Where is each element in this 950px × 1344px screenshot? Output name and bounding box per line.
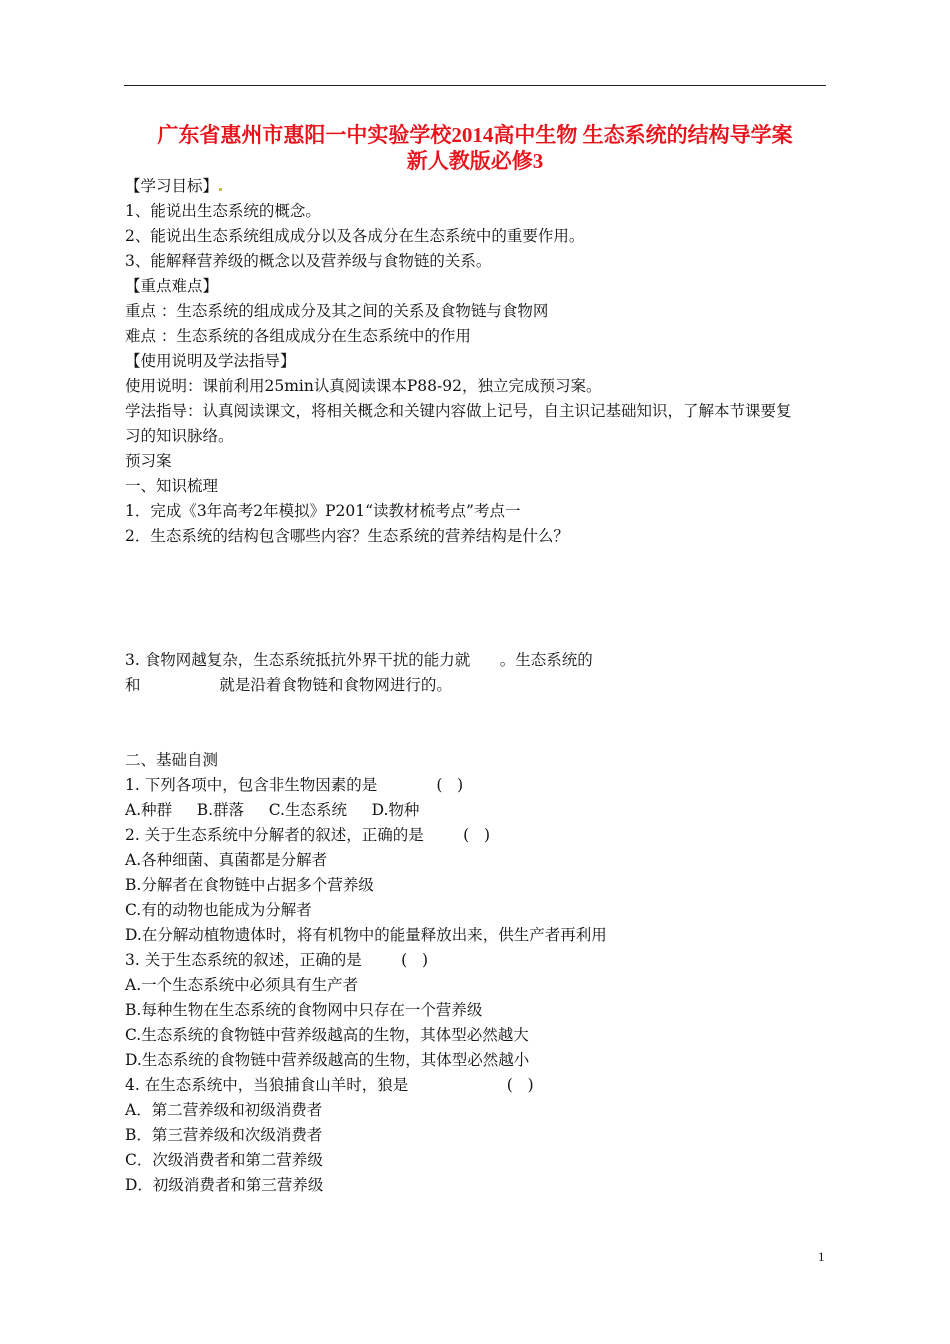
subsection-heading: 二、基础自测 <box>125 751 219 769</box>
answer-option: C.有的动物也能成为分解者 <box>125 901 312 919</box>
text-line: 使用说明：课前利用25min认真阅读课本P88-92，独立完成预习案。 <box>125 377 602 395</box>
question: 3. 关于生态系统的叙述，正确的是 ( ) <box>125 951 429 969</box>
text-line: 和 就是沿着食物链和食物网进行的。 <box>125 676 452 694</box>
question: 4. 在生态系统中，当狼捕食山羊时，狼是 ( ) <box>125 1076 534 1094</box>
header-rule <box>124 85 826 86</box>
answer-option: A．第二营养级和初级消费者 <box>125 1101 323 1119</box>
answer-option: B.分解者在食物链中占据多个营养级 <box>125 876 374 894</box>
answer-options: A.种群 B.群落 C.生态系统 D.物种 <box>125 801 420 819</box>
answer-option: C．次级消费者和第二营养级 <box>125 1151 323 1169</box>
text-line: 2．生态系统的结构包含哪些内容？生态系统的营养结构是什么？ <box>125 527 569 545</box>
answer-option: C.生态系统的食物链中营养级越高的生物，其体型必然越大 <box>125 1026 529 1044</box>
text-line: 1．完成《3年高考2年模拟》P201“读教材梳考点”考点一 <box>125 502 521 520</box>
document-title-line2: 新人教版必修3 <box>406 149 544 173</box>
text-line: 3、能解释营养级的概念以及营养级与食物链的关系。 <box>125 252 492 270</box>
annotation-mark <box>219 188 222 191</box>
answer-option: A.各种细菌、真菌都是分解者 <box>125 851 328 869</box>
section-heading-keypoints: 【重点难点】 <box>125 277 219 295</box>
page-number: 1 <box>818 1249 825 1264</box>
section-heading-objectives: 【学习目标】 <box>125 176 222 196</box>
question: 1. 下列各项中，包含非生物因素的是 ( ) <box>125 776 464 794</box>
section-heading-preview: 预习案 <box>125 452 172 470</box>
answer-option: D.在分解动植物遗体时，将有机物中的能量释放出来，供生产者再利用 <box>125 926 607 944</box>
section-heading-instructions: 【使用说明及学法指导】 <box>125 352 296 370</box>
answer-option: B．第三营养级和次级消费者 <box>125 1126 323 1144</box>
text-line: 2、能说出生态系统组成成分以及各成分在生态系统中的重要作用。 <box>125 227 585 245</box>
text-line: 重点 ：生态系统的组成成分及其之间的关系及食物链与食物网 <box>125 302 549 320</box>
text-line: 3. 食物网越复杂，生态系统抵抗外界干扰的能力就 。生态系统的 <box>125 651 593 669</box>
text-line: 习的知识脉络。 <box>125 427 234 445</box>
document-title-line1: 广东省惠州市惠阳一中实验学校2014高中生物 生态系统的结构导学案 <box>157 123 793 147</box>
answer-option: B.每种生物在生态系统的食物网中只存在一个营养级 <box>125 1001 483 1019</box>
text-line: 难点 ：生态系统的各组成成分在生态系统中的作用 <box>125 327 471 345</box>
subsection-heading: 一、知识梳理 <box>125 477 219 495</box>
answer-option: D.生态系统的食物链中营养级越高的生物，其体型必然越小 <box>125 1051 530 1069</box>
question: 2. 关于生态系统中分解者的叙述，正确的是 ( ) <box>125 826 491 844</box>
text-line: 1、能说出生态系统的概念。 <box>125 202 321 220</box>
answer-option: D．初级消费者和第三营养级 <box>125 1176 324 1194</box>
text-line: 学法指导：认真阅读课文，将相关概念和关键内容做上记号，自主识记基础知识，了解本节课要复 <box>125 402 792 420</box>
answer-option: A.一个生态系统中必须具有生产者 <box>125 976 359 994</box>
